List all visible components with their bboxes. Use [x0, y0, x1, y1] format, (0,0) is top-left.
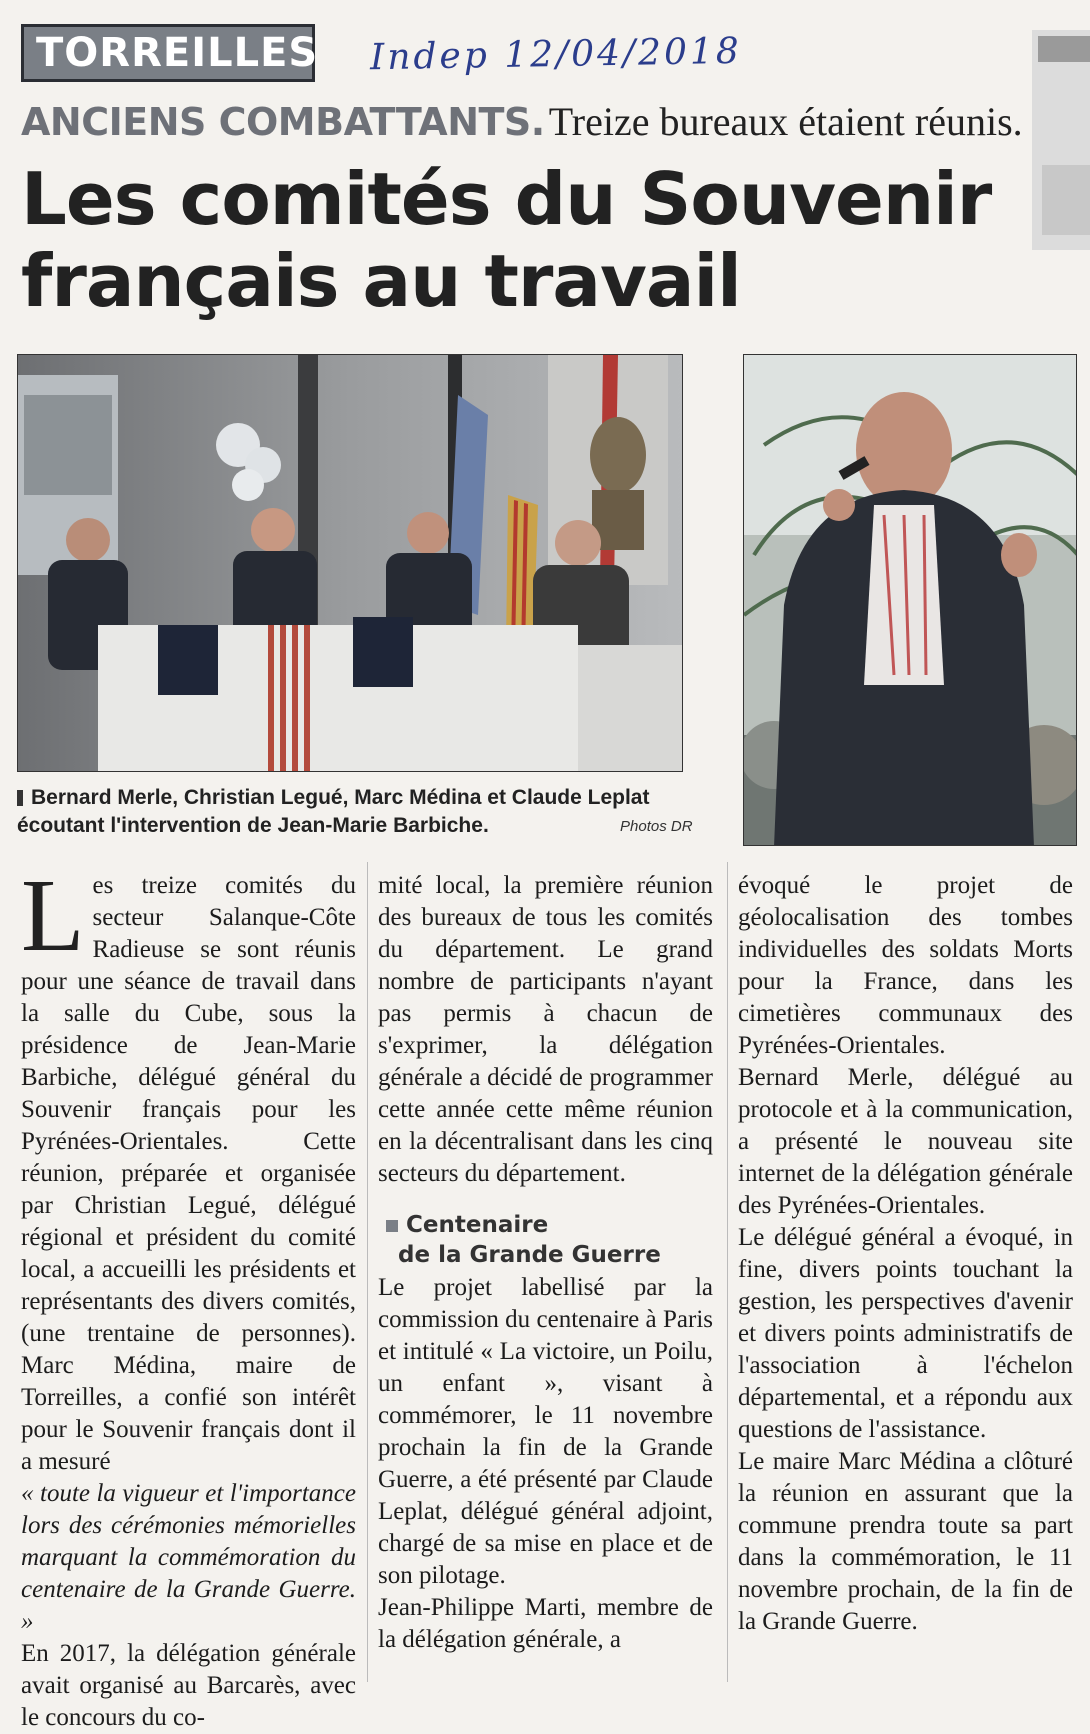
headline	[21, 158, 1021, 322]
subheading-line-2: de la Grande Guerre	[398, 1242, 661, 1268]
paragraph: Le projet labellisé par la commission du centenaire à Paris et intitulé « La victoire, un Poilu, un enfant », visant à commémorer, le 11 novembre prochain la fin de la Grande Guerre, a été présenté par Claude Leplat, délégué général adjoint, chargé de sa mise en place et de son pilotage.	[378, 1274, 713, 1589]
subheading-line-1: Centenaire	[406, 1212, 549, 1238]
paragraph: En 2017, la délégation générale avait organisé au Barcarès, avec le concours du co-	[21, 1640, 356, 1731]
section-tag: TORREILLES	[21, 24, 315, 82]
headline-line-2: français au travail	[21, 239, 741, 323]
column-rule	[727, 862, 728, 1682]
caption-line-1: Bernard Merle, Christian Legué, Marc Médina et Claude Leplat	[31, 786, 650, 809]
paragraph: Le délégué général a évoqué, in fine, divers points touchant la gestion, les perspectives d'avenir et divers points administratifs de l'association à l'échelon départemental, et a répondu aux questions de l'assistance.	[738, 1224, 1073, 1443]
caption-marker-icon	[17, 790, 23, 806]
paragraph: Jean-Philippe Marti, membre de la délégation générale, a	[378, 1594, 713, 1653]
column-rule	[367, 862, 368, 1682]
paragraph: es treize comités du secteur Salanque-Côte Radieuse se sont réunis pour une séance de travail dans la salle du Cube, sous la présidence de Jean-Marie Barbiche, délégué général du Souvenir français pour les Pyrénées-Orientales. Cette réunion, préparée et organisée par Christian Legué, délégué régional et président du comité local, a accueilli les présidents et représentants des divers comités, (une trentaine de personnes). Marc Médina, maire de Torreilles, a confié son intérêt pour le Souvenir français dont il a mesuré	[21, 872, 356, 1475]
subheading-square-icon	[386, 1220, 398, 1232]
quote: « toute la vigueur et l'importance lors des cérémonies mémorielles marquant la commémoration du centenaire de la Grande Guerre. »	[21, 1480, 356, 1635]
paragraph: Bernard Merle, délégué au protocole et à la communication, a présenté le nouveau site internet de la délégation générale des Pyrénées-Orientales.	[738, 1064, 1073, 1219]
paragraph: évoqué le projet de géolocalisation des tombes individuelles des soldats Morts pour la France, dans les cimetières communaux des Pyrénées-Orientales.	[738, 872, 1073, 1059]
article-column-1	[21, 858, 356, 1734]
kicker-text: Treize bureaux étaient réunis.	[548, 99, 1023, 144]
photo-credit: Photos DR	[620, 818, 693, 835]
kicker-label: ANCIENS COMBATTANTS.	[21, 100, 545, 144]
article-column-2	[378, 870, 713, 1656]
subheading	[386, 1210, 713, 1270]
kicker	[21, 98, 1023, 145]
photo-caption	[17, 784, 707, 840]
article-column-3	[738, 870, 1073, 1638]
meeting-photo	[17, 354, 683, 772]
handwritten-date-note: Indep 12/04/2018	[369, 30, 743, 79]
headline-line-1: Les comités du Souvenir	[21, 157, 992, 241]
drop-cap: L	[21, 858, 85, 973]
speaker-photo	[743, 354, 1077, 846]
caption-line-2: écoutant l'intervention de Jean-Marie Barbiche.	[17, 814, 489, 837]
adjacent-article-edge	[1032, 30, 1090, 250]
paragraph: Le maire Marc Médina a clôturé la réunion en assurant que la commune prendra toute sa part dans la commémoration, le 11 novembre prochain, de la fin de la Grande Guerre.	[738, 1448, 1073, 1635]
paragraph: mité local, la première réunion des bureaux de tous les comités du département. Le grand nombre de participants n'ayant pas permis à chacun de s'exprimer, la délégation générale a décidé de programmer cette année cette même réunion en la décentralisant dans les cinq secteurs du département.	[378, 872, 713, 1187]
